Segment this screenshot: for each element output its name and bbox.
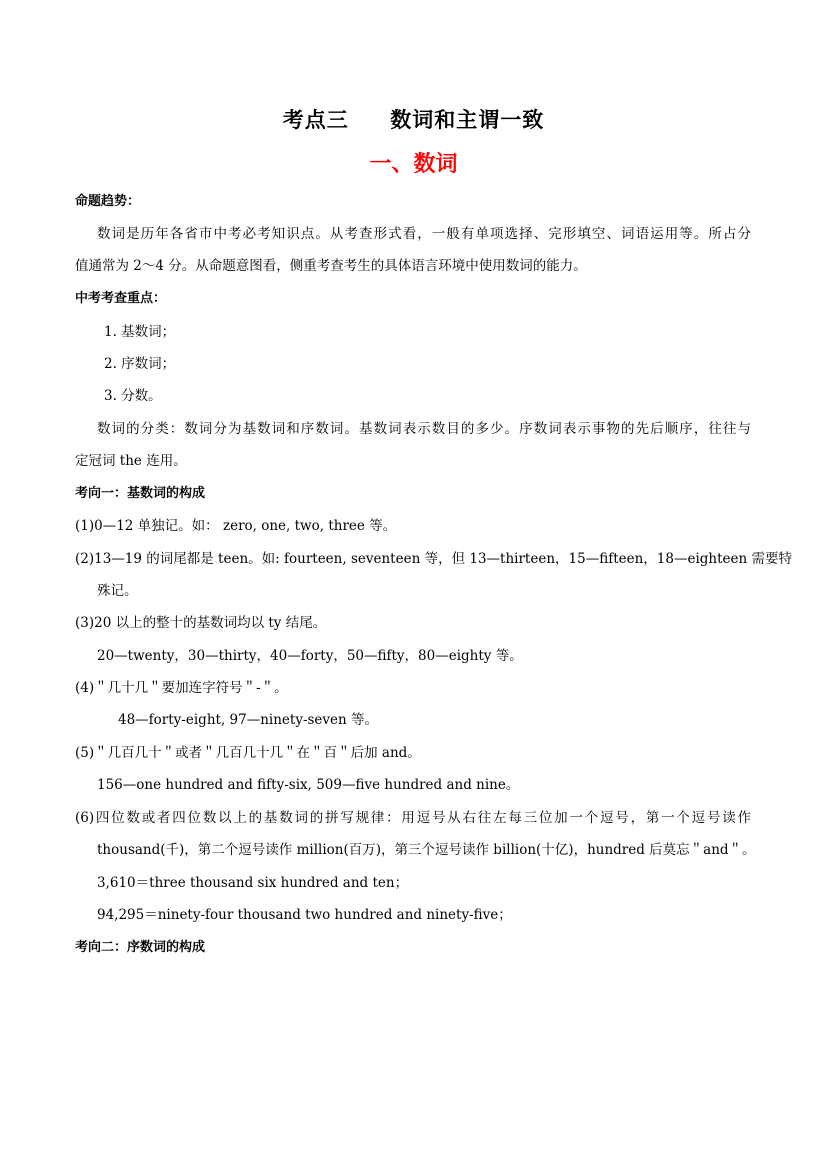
focus-item: 2. 序数词；	[104, 356, 176, 372]
rule-3: (3)20 以上的整十的基数词均以 ty 结尾。	[75, 615, 327, 631]
focus-item: 3. 分数。	[104, 388, 162, 404]
rule-6-line-2: thousand(千)，第二个逗号读作 million(百万)，第三个逗号读作 billion(十亿)，hundred 后莫忘＂and＂。	[97, 842, 756, 858]
rule-2-line-2: 殊记。	[97, 583, 138, 599]
rule-1: (1)0—12 单独记。如： zero, one, two, three 等。	[75, 518, 397, 534]
classify-paragraph-line-2: 定冠词 the 连用。	[75, 453, 187, 469]
trend-paragraph-line-1: 数词是历年各省市中考必考知识点。从考查形式看，一般有单项选择、完形填空、词语运用等。所占分	[97, 226, 751, 242]
trend-paragraph-line-2: 值通常为 2～4 分。从命题意图看，侧重考查考生的具体语言环境中使用数词的能力。	[75, 258, 587, 274]
trend-heading: 命题趋势：	[75, 194, 141, 209]
rule-5-example: 156—one hundred and fifty-six, 509—five hundred and nine。	[97, 777, 520, 793]
rule-6-line-1: (6)四位数或者四位数以上的基数词的拼写规律：用逗号从右往左每三位加一个逗号，第一个逗号读作	[75, 810, 751, 826]
page-title: 考点三 数词和主谓一致	[282, 108, 545, 132]
focus-item: 1. 基数词；	[104, 324, 176, 340]
rule-6-example-2: 94,295＝ninety-four thousand two hundred and ninety-five；	[97, 907, 512, 923]
section1-heading: 考向一：基数词的构成	[75, 486, 206, 501]
section-title: 一、数词	[369, 152, 458, 177]
section2-heading: 考向二：序数词的构成	[75, 940, 206, 955]
rule-5: (5)＂几百几十＂或者＂几百几十几＂在＂百＂后加 and。	[75, 745, 421, 761]
rule-4-example: 48—forty-eight, 97—ninety-seven 等。	[118, 712, 379, 728]
classify-paragraph-line-1: 数词的分类：数词分为基数词和序数词。基数词表示数目的多少。序数词表示事物的先后顺序，往往与	[97, 421, 751, 437]
rule-3-example: 20—twenty，30—thirty，40—forty，50—fifty，80—eighty 等。	[97, 648, 523, 664]
rule-2-line-1: (2)13—19 的词尾都是 teen。如: fourteen, seventeen 等，但 13—thirteen，15—fifteen，18—eighteen 需要特	[75, 551, 793, 567]
focus-heading: 中考考查重点：	[75, 291, 167, 306]
rule-4: (4)＂几十几＂要加连字符号＂-＂。	[75, 680, 288, 696]
rule-6-example-1: 3,610＝three thousand six hundred and ten；	[97, 875, 409, 891]
